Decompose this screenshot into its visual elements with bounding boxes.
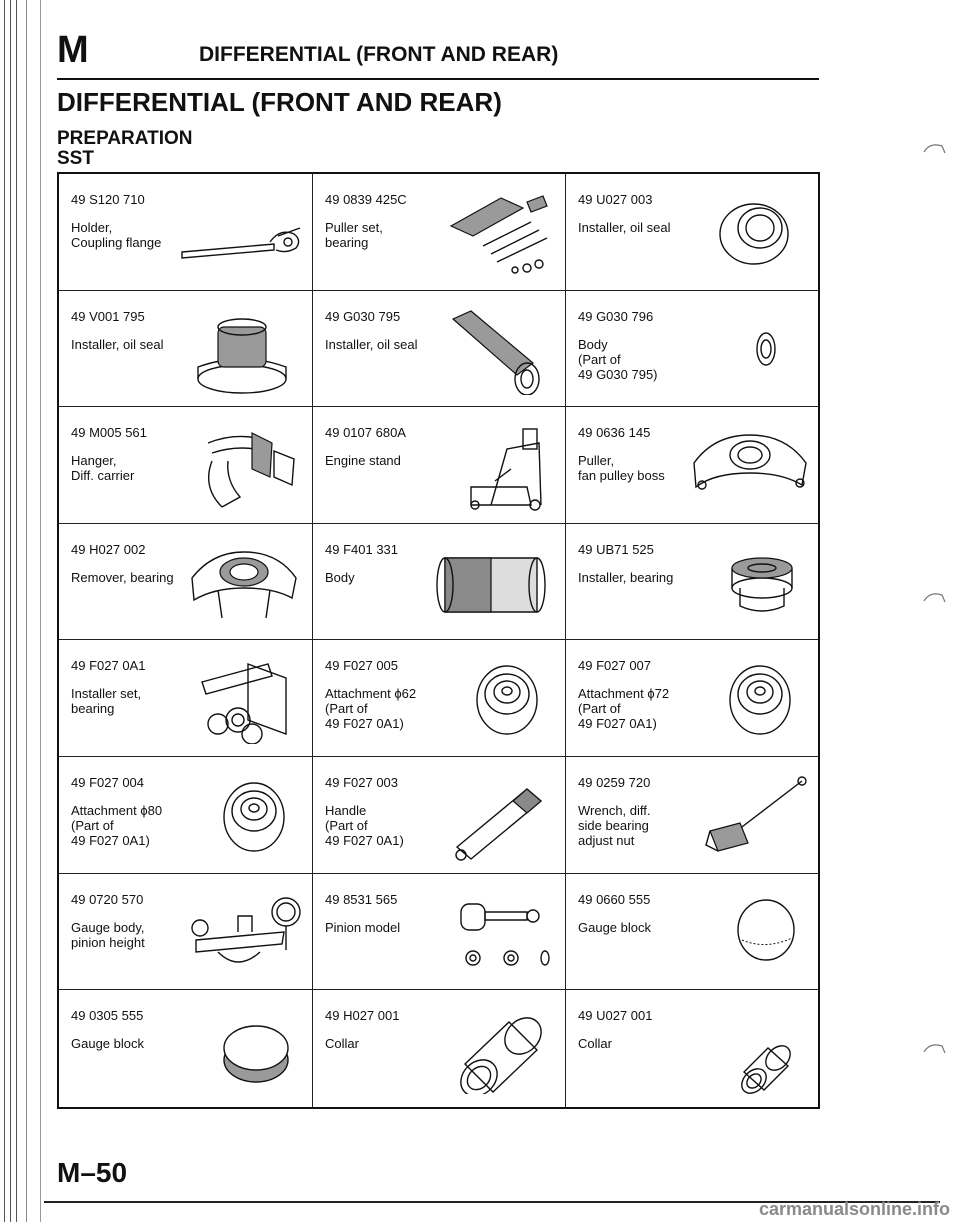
header-title: DIFFERENTIAL (FRONT AND REAR) bbox=[199, 43, 559, 66]
tool-description-line: side bearing bbox=[578, 817, 649, 833]
tool-cell bbox=[566, 524, 818, 641]
tool-cell bbox=[313, 874, 566, 991]
tool-description-line: Attachment ϕ80 bbox=[71, 802, 163, 818]
tool-description-line: Collar bbox=[578, 1036, 612, 1052]
bar-installer-icon bbox=[431, 305, 559, 395]
margin-curl-mark bbox=[922, 589, 948, 605]
site-watermark[interactable]: carmanualsonline.info bbox=[758, 1199, 950, 1219]
tool-cell bbox=[313, 524, 566, 641]
tool-description-line: Coupling flange bbox=[71, 235, 162, 250]
pinion-model-icon bbox=[431, 888, 559, 978]
tool-description-line: Puller set, bbox=[325, 220, 383, 235]
binding-margin bbox=[0, 0, 44, 1222]
tool-code: 49 V001 795 bbox=[71, 308, 145, 324]
section-letter: M bbox=[57, 29, 89, 71]
tool-description-line: 49 F027 0A1) bbox=[325, 716, 404, 732]
tool-code: 49 0839 425C bbox=[325, 192, 407, 207]
tool-description-line: (Part of bbox=[578, 351, 621, 367]
tool-cell bbox=[59, 990, 313, 1107]
tool-description-line: (Part of bbox=[325, 701, 368, 717]
tool-code: 49 H027 001 bbox=[325, 1008, 400, 1024]
tool-code: 49 0720 570 bbox=[71, 891, 144, 907]
tool-code: 49 0107 680A bbox=[325, 425, 406, 441]
section-heading: PREPARATION bbox=[57, 128, 193, 149]
tool-description-line: Engine stand bbox=[325, 453, 401, 469]
tool-cell bbox=[59, 407, 313, 524]
tool-code: 49 F027 007 bbox=[578, 658, 652, 674]
tool-cell bbox=[59, 524, 313, 641]
gauge-block-flat-icon bbox=[178, 1004, 306, 1094]
engine-stand-icon bbox=[431, 421, 559, 511]
handle-icon bbox=[431, 771, 559, 861]
tool-description-line: bearing bbox=[71, 701, 115, 717]
hanger-icon bbox=[178, 421, 306, 511]
puller-set-icon bbox=[431, 188, 559, 278]
tool-description-line: Holder, bbox=[71, 220, 113, 235]
tool-description-line: 49 F027 0A1) bbox=[325, 832, 404, 848]
tool-code: 49 F027 0A1 bbox=[71, 658, 146, 674]
tool-description-line: Attachment ϕ62 bbox=[325, 686, 417, 702]
tool-code: 49 U027 003 bbox=[578, 192, 653, 207]
tool-cell bbox=[566, 990, 818, 1107]
tool-cell bbox=[313, 407, 566, 524]
tool-code: 49 M005 561 bbox=[71, 425, 147, 441]
tool-description-line: Pinion model bbox=[325, 919, 401, 935]
tool-cell bbox=[566, 291, 818, 408]
small-collar-icon bbox=[684, 1004, 812, 1094]
tool-description-line: Attachment ϕ72 bbox=[578, 686, 670, 702]
tool-code: 49 H027 002 bbox=[71, 541, 146, 557]
section-subheading: SST bbox=[57, 148, 94, 169]
tool-description-line: Collar bbox=[325, 1036, 359, 1052]
tool-description-line: Installer, oil seal bbox=[325, 336, 418, 352]
tool-code: 49 0636 145 bbox=[578, 425, 651, 441]
tool-cell bbox=[566, 407, 818, 524]
tool-cell bbox=[566, 874, 818, 991]
tool-description-line: bearing bbox=[325, 235, 369, 250]
page-number: M–50 bbox=[57, 1157, 128, 1188]
tool-cell bbox=[313, 757, 566, 874]
tool-code: 49 S120 710 bbox=[71, 192, 145, 207]
tool-code: 49 0660 555 bbox=[578, 891, 651, 907]
pulley-puller-icon bbox=[684, 421, 812, 511]
tool-description-line: 49 F027 0A1) bbox=[71, 832, 150, 848]
sst-table bbox=[57, 172, 820, 1109]
tool-cell bbox=[313, 174, 566, 291]
tool-cell bbox=[313, 990, 566, 1107]
tool-description-line: (Part of bbox=[325, 817, 368, 833]
tool-cell bbox=[59, 874, 313, 991]
tool-cell bbox=[566, 174, 818, 291]
ring-installer-icon bbox=[684, 188, 812, 278]
tool-code: 49 0259 720 bbox=[578, 774, 651, 790]
tool-description-line: adjust nut bbox=[578, 832, 635, 848]
page-header bbox=[57, 28, 819, 80]
tool-description-line: (Part of bbox=[71, 817, 114, 833]
margin-curl-mark bbox=[922, 140, 948, 156]
margin-curl-mark bbox=[922, 1040, 948, 1056]
tool-description-line: Remover, bearing bbox=[71, 569, 174, 585]
tool-description-line: Installer, bearing bbox=[578, 569, 674, 585]
tool-cell bbox=[59, 640, 313, 757]
tool-code: 49 U027 001 bbox=[578, 1008, 653, 1024]
tool-code: 49 0305 555 bbox=[71, 1008, 144, 1024]
tool-cell bbox=[59, 757, 313, 874]
tool-description-line: Diff. carrier bbox=[71, 468, 135, 484]
tool-description-line: Hanger, bbox=[71, 453, 117, 469]
tool-code: 49 F027 005 bbox=[325, 658, 399, 674]
installer-set-icon bbox=[178, 654, 306, 744]
tool-description-line: pinion height bbox=[71, 934, 145, 950]
tool-cell bbox=[566, 640, 818, 757]
attachment-icon bbox=[431, 654, 559, 744]
tool-description-line: Handle bbox=[325, 802, 367, 818]
bearing-installer-icon bbox=[684, 538, 812, 628]
cylinder-installer-icon bbox=[178, 305, 306, 395]
tool-code: 49 G030 795 bbox=[325, 308, 401, 324]
tool-description-line: Gauge block bbox=[71, 1036, 144, 1052]
tool-description-line: Gauge body, bbox=[71, 919, 145, 935]
tool-code: 49 F027 003 bbox=[325, 774, 399, 790]
tool-code: 49 F027 004 bbox=[71, 774, 145, 790]
tool-cell bbox=[313, 291, 566, 408]
tool-description-line: Installer set, bbox=[71, 686, 142, 702]
attachment-icon bbox=[178, 771, 306, 861]
tool-description-line: Puller, bbox=[578, 453, 615, 469]
tool-description-line: Gauge block bbox=[578, 919, 651, 935]
tool-cell bbox=[59, 174, 313, 291]
bearing-remover-icon bbox=[178, 538, 306, 628]
tool-cell bbox=[566, 757, 818, 874]
gauge-body-icon bbox=[178, 888, 306, 978]
tool-cell bbox=[59, 291, 313, 408]
tool-description-line: Body bbox=[578, 336, 608, 352]
wrench-icon bbox=[684, 771, 812, 861]
tool-description-line: 49 F027 0A1) bbox=[578, 716, 657, 732]
tool-cell bbox=[313, 640, 566, 757]
tool-code: 49 F401 331 bbox=[325, 541, 399, 557]
gauge-block-icon bbox=[684, 888, 812, 978]
tool-description-line: (Part of bbox=[578, 701, 621, 717]
tool-code: 49 G030 796 bbox=[578, 308, 654, 324]
tool-description-line: Installer, oil seal bbox=[71, 336, 164, 352]
tool-description-line: Installer, oil seal bbox=[578, 220, 671, 235]
knurled-body-icon bbox=[431, 538, 559, 628]
header-rule bbox=[57, 78, 819, 80]
tool-description-line: Wrench, diff. bbox=[578, 802, 651, 818]
attachment-icon bbox=[684, 654, 812, 744]
tool-description-line: Body bbox=[325, 569, 355, 585]
small-body-icon bbox=[684, 305, 812, 395]
tool-description-line: fan pulley boss bbox=[578, 468, 665, 484]
tool-code: 49 UB71 525 bbox=[578, 541, 654, 557]
tool-code: 49 8531 565 bbox=[325, 891, 398, 907]
tool-description-line: 49 G030 795) bbox=[578, 366, 658, 382]
collar-icon bbox=[431, 1004, 559, 1094]
holder-icon bbox=[178, 188, 306, 278]
page-title: DIFFERENTIAL (FRONT AND REAR) bbox=[57, 87, 502, 117]
